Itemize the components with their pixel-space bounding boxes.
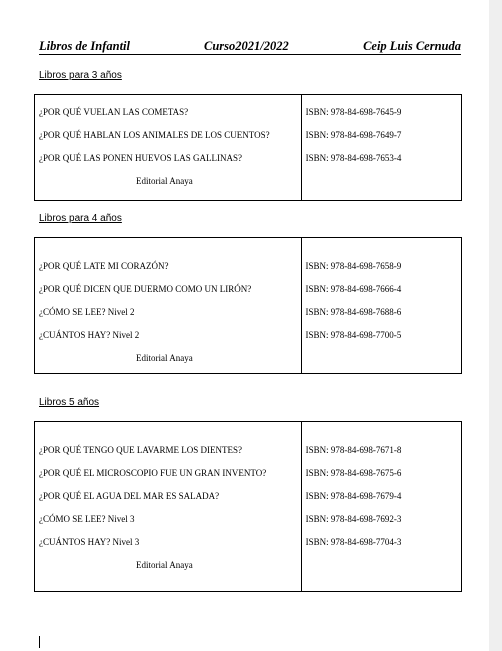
text-cursor [39, 636, 40, 648]
titles-cell [35, 238, 302, 374]
publisher: Editorial Anaya [136, 353, 193, 363]
section-title-4: Libros para 4 años [39, 213, 122, 224]
book-isbn: ISBN: 978-84-698-7688-6 [305, 307, 402, 317]
isbn-cell [301, 238, 461, 374]
book-isbn: ISBN: 978-84-698-7692-3 [305, 514, 402, 524]
publisher: Editorial Anaya [136, 176, 193, 186]
book-isbn: ISBN: 978-84-698-7704-3 [305, 537, 402, 547]
isbn-cell [301, 422, 461, 592]
book-title: ¿POR QUÉ EL AGUA DEL MAR ES SALADA? [39, 491, 220, 501]
book-isbn: ISBN: 978-84-698-7666-4 [305, 284, 402, 294]
book-isbn: ISBN: 978-84-698-7679-4 [305, 491, 402, 501]
book-isbn: ISBN: 978-84-698-7645-9 [305, 107, 402, 117]
book-title: ¿POR QUÉ LATE MI CORAZÓN? [39, 261, 169, 271]
book-title: ¿POR QUÉ LAS PONEN HUEVOS LAS GALLINAS? [39, 153, 242, 163]
publisher: Editorial Anaya [136, 560, 193, 570]
book-title: ¿POR QUÉ VUELAN LAS COMETAS? [39, 107, 189, 117]
book-title: ¿CÓMO SE LEE? Nivel 3 [39, 514, 135, 524]
book-isbn: ISBN: 978-84-698-7653-4 [305, 153, 402, 163]
books-table-3 [34, 94, 462, 201]
book-title: ¿POR QUÉ TENGO QUE LAVARME LOS DIENTES? [39, 445, 242, 455]
book-isbn: ISBN: 978-84-698-7675-6 [305, 468, 402, 478]
header-school: Ceip Luis Cernuda [363, 39, 461, 53]
titles-cell [35, 422, 302, 592]
header-course: Curso2021/2022 [204, 39, 289, 53]
book-title: ¿POR QUÉ EL MICROSCOPIO FUE UN GRAN INVENTO? [39, 468, 267, 478]
book-title: ¿CUÁNTOS HAY? Nivel 3 [39, 537, 140, 547]
book-title: ¿CUÁNTOS HAY? Nivel 2 [39, 330, 140, 340]
book-isbn: ISBN: 978-84-698-7649-7 [305, 130, 402, 140]
books-table-5 [34, 421, 462, 592]
section-title-3: Libros para 3 años [39, 70, 122, 81]
page-header [39, 39, 461, 55]
scrollbar-track[interactable] [489, 0, 502, 651]
books-table-4 [34, 237, 462, 374]
book-title: ¿POR QUÉ DICEN QUE DUERMO COMO UN LIRÓN? [39, 284, 252, 294]
book-title: ¿POR QUÉ HABLAN LOS ANIMALES DE LOS CUENTOS? [39, 130, 270, 140]
book-title: ¿CÓMO SE LEE? Nivel 2 [39, 307, 135, 317]
book-isbn: ISBN: 978-84-698-7671-8 [305, 445, 402, 455]
titles-cell [35, 95, 302, 201]
header-left: Libros de Infantil [39, 39, 130, 53]
section-title-5: Libros 5 años [39, 397, 100, 408]
book-isbn: ISBN: 978-84-698-7700-5 [305, 330, 402, 340]
book-isbn: ISBN: 978-84-698-7658-9 [305, 261, 402, 271]
isbn-cell [301, 95, 461, 201]
